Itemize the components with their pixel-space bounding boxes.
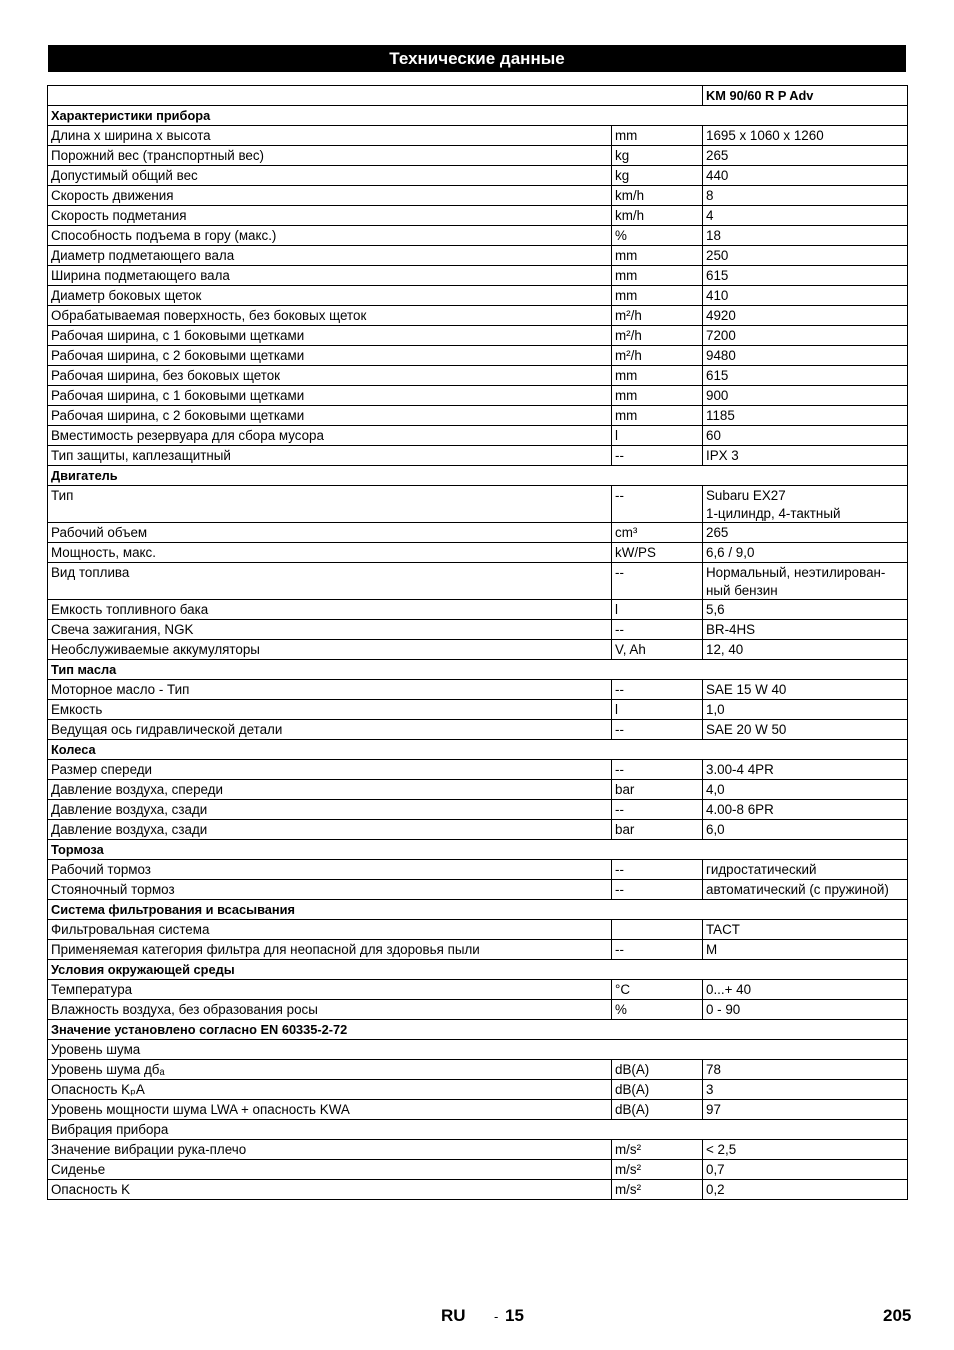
- table-row: [48, 523, 908, 543]
- table-row: [48, 920, 908, 940]
- table-header-row: [48, 86, 908, 106]
- table-row: [48, 1000, 908, 1020]
- section-heading: Тип масла: [48, 660, 908, 680]
- spec-value: 4,0: [703, 780, 908, 800]
- table-row: [48, 426, 908, 446]
- section-heading: Тормоза: [48, 840, 908, 860]
- section-heading: Характеристики прибора: [48, 106, 908, 126]
- table-row: [48, 206, 908, 226]
- spec-unit: mm: [612, 246, 703, 266]
- subheading: Уровень шума: [48, 1040, 908, 1060]
- footer-section-page: 15: [505, 1306, 524, 1325]
- spec-label: Порожний вес (транспортный вес): [48, 146, 612, 166]
- subheading: Вибрация прибора: [48, 1120, 908, 1140]
- specs-table: [47, 85, 908, 1200]
- table-row: [48, 680, 908, 700]
- section-heading-row: [48, 1020, 908, 1040]
- table-row: [48, 1080, 908, 1100]
- table-row: [48, 406, 908, 426]
- spec-value: 7200: [703, 326, 908, 346]
- spec-value: 4.00-8 6PR: [703, 800, 908, 820]
- spec-label: Опасность KₚA: [48, 1080, 612, 1100]
- table-row: [48, 246, 908, 266]
- spec-value: 6,6 / 9,0: [703, 543, 908, 563]
- spec-label: Применяемая категория фильтра для неопасной для здоровья пыли: [48, 940, 612, 960]
- spec-value: 440: [703, 166, 908, 186]
- spec-value: 9480: [703, 346, 908, 366]
- spec-unit: mm: [612, 126, 703, 146]
- spec-unit: mm: [612, 266, 703, 286]
- table-row: [48, 600, 908, 620]
- model-name: KM 90/60 R P Adv: [703, 86, 908, 106]
- spec-label: Диаметр боковых щеток: [48, 286, 612, 306]
- spec-unit: --: [612, 800, 703, 820]
- spec-unit: mm: [612, 406, 703, 426]
- spec-label: Мощность, макс.: [48, 543, 612, 563]
- spec-label: Свеча зажигания, NGK: [48, 620, 612, 640]
- spec-value: TACT: [703, 920, 908, 940]
- spec-unit: m/s²: [612, 1140, 703, 1160]
- spec-unit: dB(A): [612, 1060, 703, 1080]
- table-row: [48, 1060, 908, 1080]
- spec-label: Вместимость резервуара для сбора мусора: [48, 426, 612, 446]
- spec-unit: bar: [612, 820, 703, 840]
- spec-value: Subaru EX27 1-цилиндр, 4-тактный: [703, 486, 908, 523]
- spec-unit: l: [612, 426, 703, 446]
- spec-value: 615: [703, 366, 908, 386]
- table-row: [48, 780, 908, 800]
- table-row: [48, 563, 908, 600]
- section-heading-row: [48, 660, 908, 680]
- spec-value: 1,0: [703, 700, 908, 720]
- spec-label: Давление воздуха, сзади: [48, 800, 612, 820]
- spec-label: Значение вибрации рука-плечо: [48, 1140, 612, 1160]
- table-row: [48, 980, 908, 1000]
- table-row: [48, 880, 908, 900]
- spec-unit: --: [612, 486, 703, 523]
- spec-label: Сиденье: [48, 1160, 612, 1180]
- table-row: [48, 1140, 908, 1160]
- spec-label: Моторное масло - Тип: [48, 680, 612, 700]
- spec-unit: mm: [612, 286, 703, 306]
- footer-language: RU: [441, 1306, 466, 1325]
- spec-unit: mm: [612, 366, 703, 386]
- spec-label: Ведущая ось гидравлической детали: [48, 720, 612, 740]
- spec-label: Емкость: [48, 700, 612, 720]
- spec-unit: dB(A): [612, 1100, 703, 1120]
- section-heading: Условия окружающей среды: [48, 960, 908, 980]
- spec-unit: --: [612, 680, 703, 700]
- spec-label: Рабочая ширина, с 2 боковыми щетками: [48, 346, 612, 366]
- table-row: [48, 386, 908, 406]
- spec-label: Скорость движения: [48, 186, 612, 206]
- spec-value: IPX 3: [703, 446, 908, 466]
- section-heading: Система фильтрования и всасывания: [48, 900, 908, 920]
- spec-unit: m²/h: [612, 346, 703, 366]
- spec-value: BR-4HS: [703, 620, 908, 640]
- spec-label: Влажность воздуха, без образования росы: [48, 1000, 612, 1020]
- spec-unit: kg: [612, 146, 703, 166]
- table-row: [48, 266, 908, 286]
- spec-label: Температура: [48, 980, 612, 1000]
- spec-label: Рабочий тормоз: [48, 860, 612, 880]
- table-row: [48, 1180, 908, 1200]
- spec-label: Стояночный тормоз: [48, 880, 612, 900]
- spec-label: Рабочая ширина, без боковых щеток: [48, 366, 612, 386]
- spec-value: < 2,5: [703, 1140, 908, 1160]
- spec-unit: m/s²: [612, 1160, 703, 1180]
- spec-unit: --: [612, 563, 703, 600]
- spec-unit: --: [612, 720, 703, 740]
- spec-value: 0 - 90: [703, 1000, 908, 1020]
- spec-unit: --: [612, 860, 703, 880]
- spec-unit: %: [612, 226, 703, 246]
- table-row: [48, 306, 908, 326]
- spec-unit: km/h: [612, 206, 703, 226]
- spec-label: Диаметр подметающего вала: [48, 246, 612, 266]
- spec-unit: bar: [612, 780, 703, 800]
- spec-unit: dB(A): [612, 1080, 703, 1100]
- table-row: [48, 1160, 908, 1180]
- table-row: [48, 940, 908, 960]
- spec-value: 615: [703, 266, 908, 286]
- spec-unit: --: [612, 880, 703, 900]
- table-row: [48, 286, 908, 306]
- section-heading-row: [48, 106, 908, 126]
- spec-label: Давление воздуха, сзади: [48, 820, 612, 840]
- table-row: [48, 760, 908, 780]
- section-heading-row: [48, 466, 908, 486]
- spec-value: 1185: [703, 406, 908, 426]
- spec-label: Необслуживаемые аккумуляторы: [48, 640, 612, 660]
- spec-unit: [612, 920, 703, 940]
- section-heading: Значение установлено согласно EN 60335-2-72: [48, 1020, 908, 1040]
- spec-label: Ширина подметающего вала: [48, 266, 612, 286]
- spec-unit: --: [612, 620, 703, 640]
- spec-label: Рабочая ширина, с 2 боковыми щетками: [48, 406, 612, 426]
- spec-value: 265: [703, 523, 908, 543]
- spec-unit: mm: [612, 386, 703, 406]
- table-row: [48, 486, 908, 523]
- table-row: [48, 366, 908, 386]
- spec-label: Тип: [48, 486, 612, 523]
- spec-label: Давление воздуха, спереди: [48, 780, 612, 800]
- spec-label: Способность подъема в гору (макс.): [48, 226, 612, 246]
- table-row: [48, 860, 908, 880]
- spec-value: 1695 x 1060 x 1260: [703, 126, 908, 146]
- table-row: [48, 800, 908, 820]
- spec-value: 0,2: [703, 1180, 908, 1200]
- spec-label: Опасность K: [48, 1180, 612, 1200]
- spec-unit: %: [612, 1000, 703, 1020]
- section-heading-row: [48, 900, 908, 920]
- section-heading-row: [48, 960, 908, 980]
- spec-unit: --: [612, 940, 703, 960]
- spec-unit: cm³: [612, 523, 703, 543]
- table-row: [48, 326, 908, 346]
- spec-value: 0...+ 40: [703, 980, 908, 1000]
- table-row: [48, 720, 908, 740]
- section-heading: Двигатель: [48, 466, 908, 486]
- spec-value: M: [703, 940, 908, 960]
- spec-value: 4: [703, 206, 908, 226]
- table-row: [48, 166, 908, 186]
- spec-value: 3: [703, 1080, 908, 1100]
- spec-label: Рабочая ширина, с 1 боковыми щетками: [48, 386, 612, 406]
- section-heading: Колеса: [48, 740, 908, 760]
- header-blank-cell: [48, 86, 703, 106]
- spec-value: 3.00-4 4PR: [703, 760, 908, 780]
- subheading-row: [48, 1040, 908, 1060]
- table-row: [48, 186, 908, 206]
- table-row: [48, 446, 908, 466]
- spec-label: Вид топлива: [48, 563, 612, 600]
- spec-value: 97: [703, 1100, 908, 1120]
- spec-unit: m/s²: [612, 1180, 703, 1200]
- spec-unit: °C: [612, 980, 703, 1000]
- spec-unit: l: [612, 700, 703, 720]
- footer-page-number: 205: [883, 1306, 912, 1325]
- spec-value: гидростатический: [703, 860, 908, 880]
- spec-unit: --: [612, 446, 703, 466]
- spec-value: SAE 15 W 40: [703, 680, 908, 700]
- spec-value: 8: [703, 186, 908, 206]
- spec-unit: m²/h: [612, 326, 703, 346]
- table-row: [48, 1100, 908, 1120]
- table-row: [48, 146, 908, 166]
- spec-label: Емкость топливного бака: [48, 600, 612, 620]
- spec-label: Уровень шума дбₐ: [48, 1060, 612, 1080]
- spec-value: 250: [703, 246, 908, 266]
- spec-label: Уровень мощности шума LWA + опасность KWA: [48, 1100, 612, 1120]
- spec-value: 0,7: [703, 1160, 908, 1180]
- spec-unit: V, Ah: [612, 640, 703, 660]
- spec-label: Обрабатываемая поверхность, без боковых щеток: [48, 306, 612, 326]
- table-row: [48, 700, 908, 720]
- spec-value: автоматический (с пружиной): [703, 880, 908, 900]
- spec-unit: kg: [612, 166, 703, 186]
- spec-label: Тип защиты, каплезащитный: [48, 446, 612, 466]
- spec-unit: kW/PS: [612, 543, 703, 563]
- spec-value: 900: [703, 386, 908, 406]
- section-heading-row: [48, 740, 908, 760]
- spec-value: 18: [703, 226, 908, 246]
- spec-value: SAE 20 W 50: [703, 720, 908, 740]
- table-row: [48, 820, 908, 840]
- spec-value: 410: [703, 286, 908, 306]
- spec-label: Длина х ширина х высота: [48, 126, 612, 146]
- spec-label: Допустимый общий вес: [48, 166, 612, 186]
- spec-unit: km/h: [612, 186, 703, 206]
- spec-value: 265: [703, 146, 908, 166]
- spec-label: Размер спереди: [48, 760, 612, 780]
- spec-label: Фильтровальная система: [48, 920, 612, 940]
- subheading-row: [48, 1120, 908, 1140]
- spec-unit: l: [612, 600, 703, 620]
- spec-value: 6,0: [703, 820, 908, 840]
- spec-value: 4920: [703, 306, 908, 326]
- table-row: [48, 620, 908, 640]
- spec-value: 5,6: [703, 600, 908, 620]
- spec-value: 12, 40: [703, 640, 908, 660]
- spec-label: Рабочий объем: [48, 523, 612, 543]
- page-title: Технические данные: [48, 45, 906, 72]
- table-row: [48, 126, 908, 146]
- spec-label: Рабочая ширина, с 1 боковыми щетками: [48, 326, 612, 346]
- table-row: [48, 346, 908, 366]
- table-row: [48, 226, 908, 246]
- spec-unit: m²/h: [612, 306, 703, 326]
- section-heading-row: [48, 840, 908, 860]
- table-row: [48, 543, 908, 563]
- spec-unit: --: [612, 760, 703, 780]
- spec-value: 60: [703, 426, 908, 446]
- footer-dash: -: [494, 1309, 499, 1324]
- table-row: [48, 640, 908, 660]
- spec-value: 78: [703, 1060, 908, 1080]
- spec-value: Нормальный, неэтилирован- ный бензин: [703, 563, 908, 600]
- spec-label: Скорость подметания: [48, 206, 612, 226]
